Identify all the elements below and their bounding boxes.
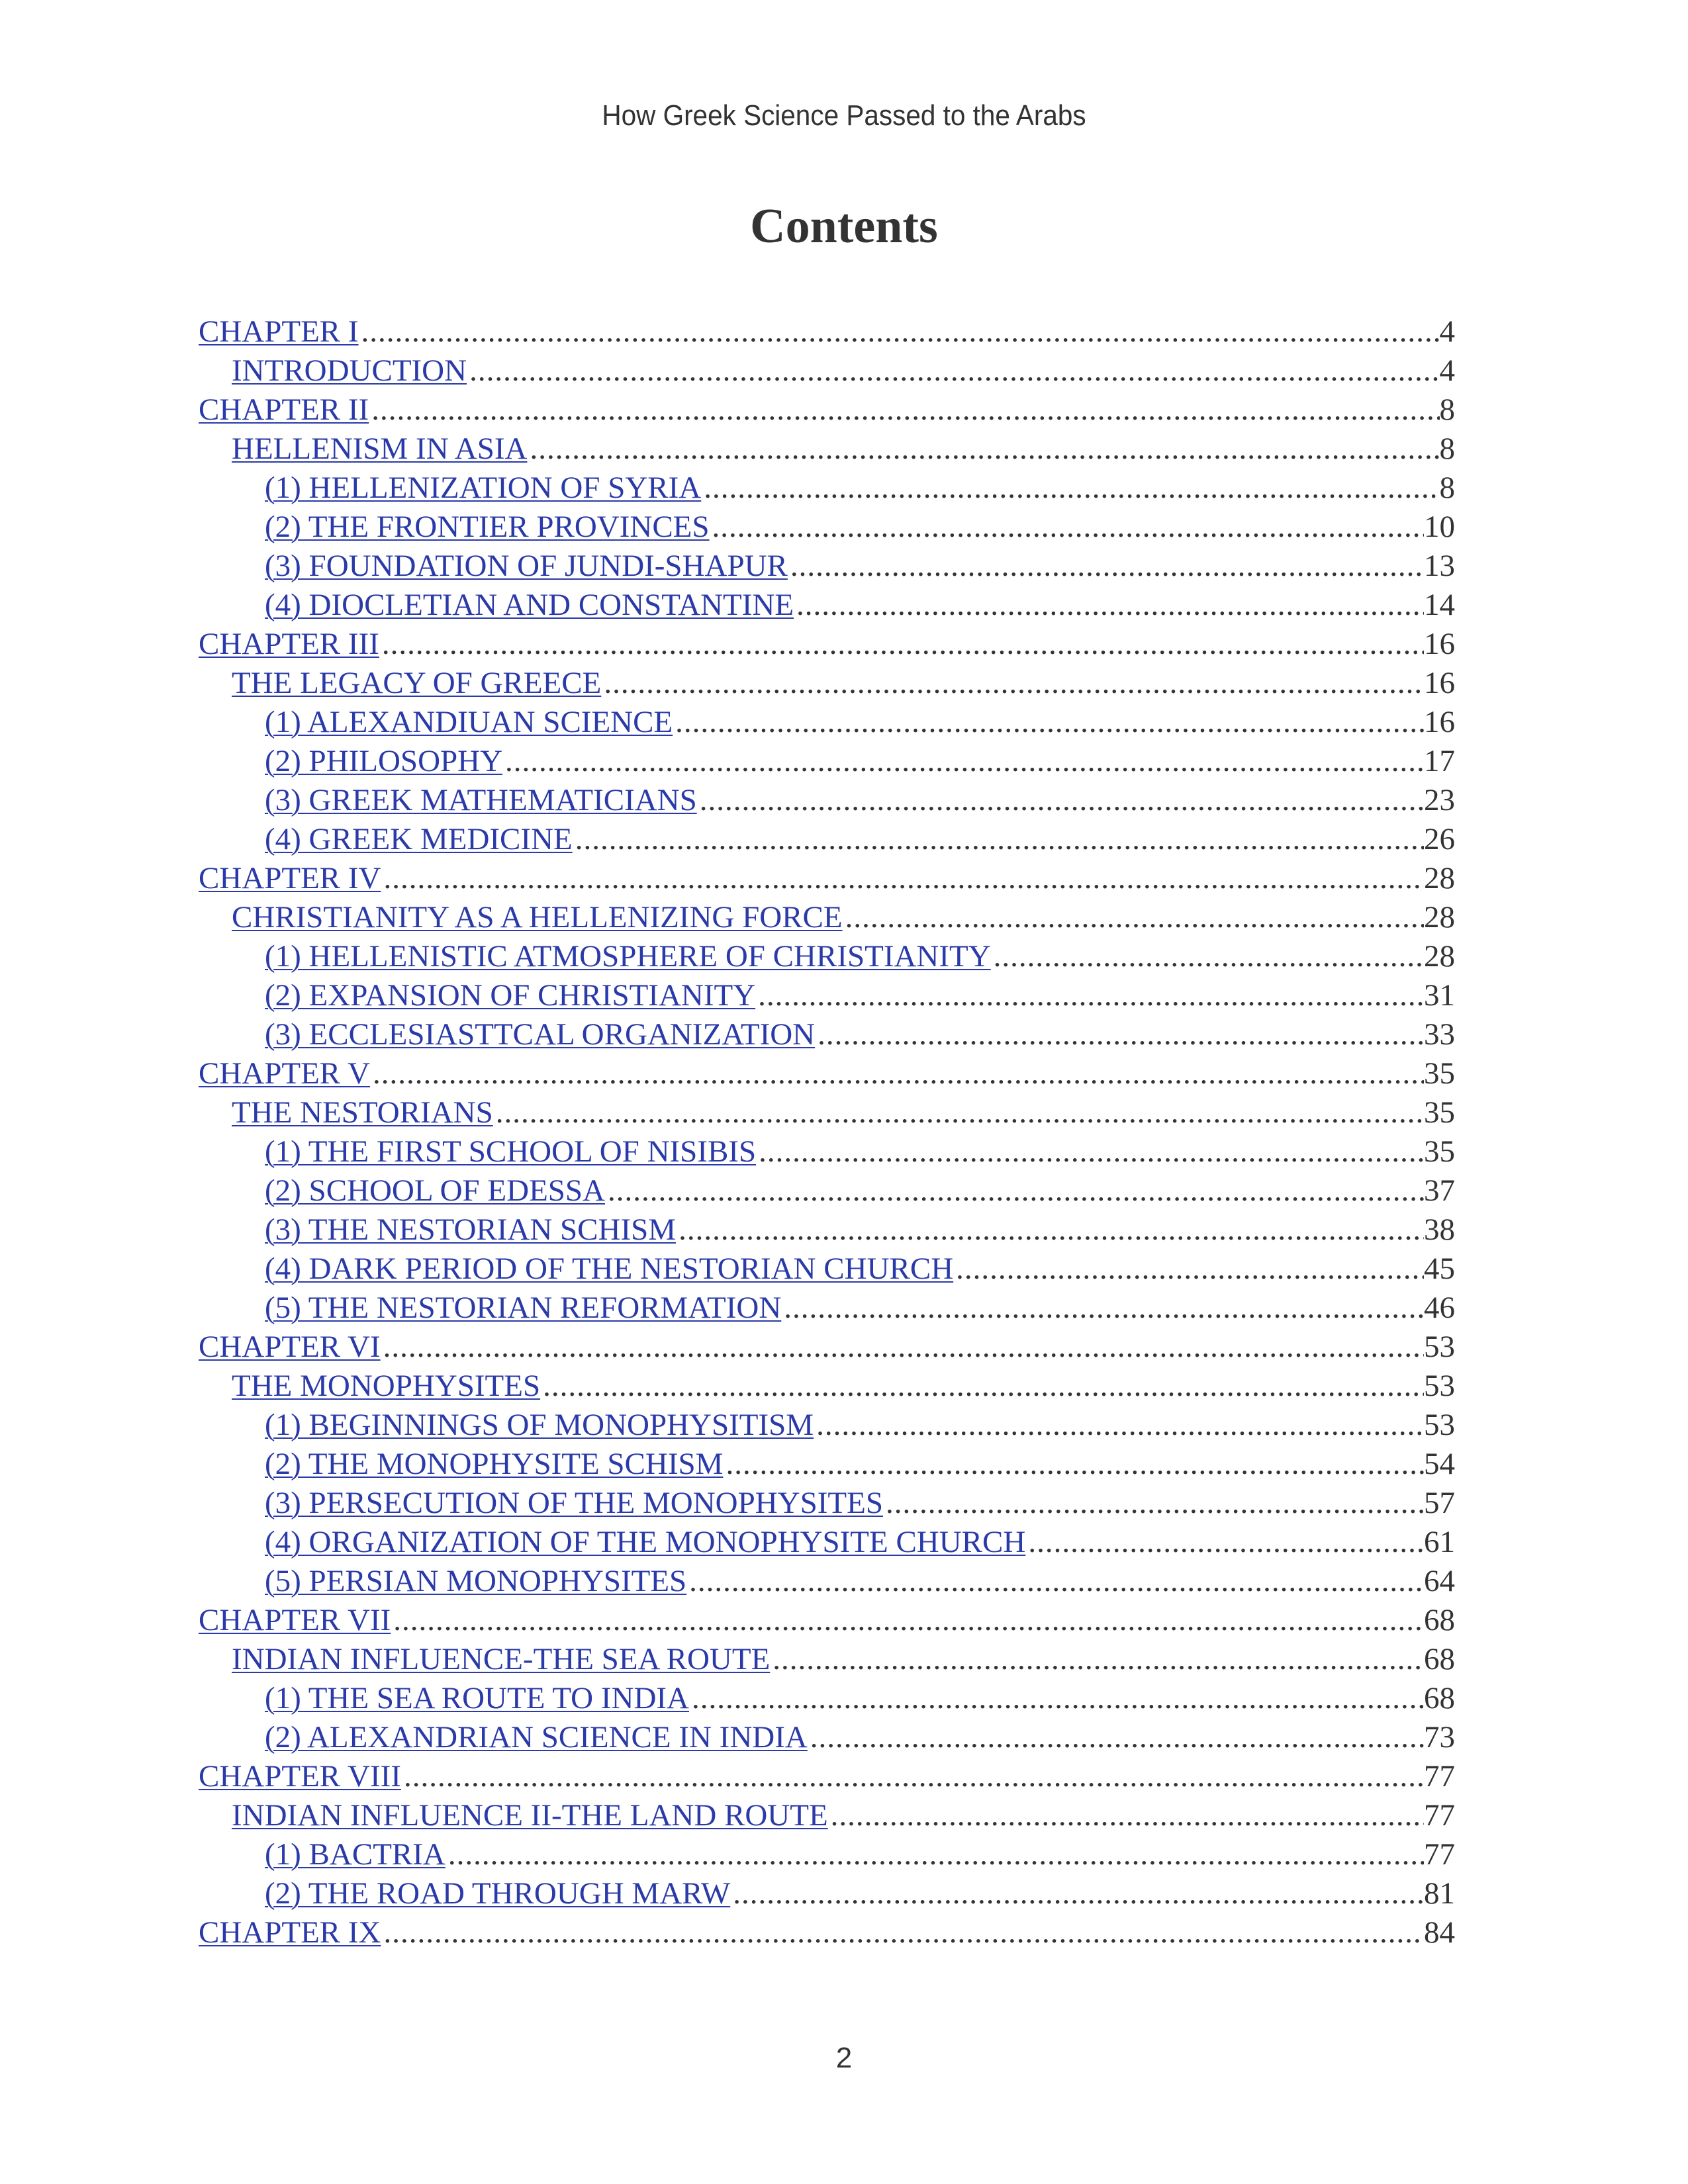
toc-page-number: 77 <box>1424 1837 1455 1872</box>
toc-page-number: 8 <box>1439 392 1455 427</box>
toc-subsection-link[interactable]: (2) THE MONOPHYSITE SCHISM <box>265 1447 724 1481</box>
toc-page-number: 53 <box>1424 1408 1455 1442</box>
toc-page-number: 8 <box>1439 471 1455 505</box>
page-number: 2 <box>835 2042 853 2074</box>
toc-dot-leader <box>493 1093 1424 1132</box>
toc-entry[interactable] <box>199 1601 1455 1640</box>
toc-page-number: 10 <box>1424 510 1455 544</box>
toc-subsection-link[interactable]: (3) GREEK MATHEMATICIANS <box>265 783 697 817</box>
toc-dot-leader <box>381 1913 1424 1952</box>
toc-entry[interactable] <box>199 781 1455 820</box>
toc-entry[interactable] <box>199 1679 1455 1718</box>
toc-entry[interactable] <box>199 937 1455 976</box>
toc-chapter-link[interactable]: CHAPTER VI <box>199 1330 381 1364</box>
toc-dot-leader <box>467 351 1439 390</box>
toc-dot-leader <box>814 1406 1424 1445</box>
toc-dot-leader <box>370 1054 1424 1093</box>
toc-entry[interactable] <box>199 1484 1455 1523</box>
toc-page-number: 53 <box>1424 1330 1455 1364</box>
toc-dot-leader <box>991 937 1424 976</box>
toc-page-number: 37 <box>1424 1173 1455 1208</box>
toc-subsection-link[interactable]: (2) THE FRONTIER PROVINCES <box>265 510 710 544</box>
toc-section-link[interactable]: INDIAN INFLUENCE II-THE LAND ROUTE <box>232 1798 828 1833</box>
toc-subsection-link[interactable]: (4) DIOCLETIAN AND CONSTANTINE <box>265 588 794 622</box>
toc-entry[interactable] <box>199 1562 1455 1601</box>
toc-section-link[interactable]: INDIAN INFLUENCE-THE SEA ROUTE <box>232 1642 771 1676</box>
toc-entry[interactable] <box>199 859 1455 898</box>
toc-chapter-link[interactable]: CHAPTER VII <box>199 1603 391 1637</box>
toc-entry[interactable] <box>199 469 1455 508</box>
toc-dot-leader <box>686 1562 1424 1601</box>
toc-page-number: 54 <box>1424 1447 1455 1481</box>
toc-page-number: 35 <box>1424 1134 1455 1169</box>
toc-entry[interactable] <box>199 1367 1455 1406</box>
toc-entry[interactable] <box>199 1913 1455 1952</box>
toc-subsection-link[interactable]: (2) PHILOSOPHY <box>265 744 503 778</box>
toc-chapter-link[interactable]: CHAPTER IX <box>199 1915 381 1950</box>
toc-page-number: 68 <box>1424 1603 1455 1637</box>
toc-subsection-link[interactable]: (4) ORGANIZATION OF THE MONOPHYSITE CHURCH <box>265 1525 1026 1559</box>
toc-dot-leader <box>843 898 1424 937</box>
toc-dot-leader <box>701 469 1439 508</box>
toc-entry[interactable] <box>199 1406 1455 1445</box>
toc-section-link[interactable]: CHRISTIANITY AS A HELLENIZING FORCE <box>232 900 843 934</box>
toc-page-number: 14 <box>1424 588 1455 622</box>
toc-entry[interactable] <box>199 1210 1455 1250</box>
running-header: How Greek Science Passed to the Arabs <box>602 99 1086 132</box>
toc-dot-leader <box>369 390 1439 430</box>
toc-subsection-link[interactable]: (1) HELLENIZATION OF SYRIA <box>265 471 702 505</box>
toc-dot-leader <box>381 859 1424 898</box>
toc-entry[interactable] <box>199 1289 1455 1328</box>
toc-page-number: 35 <box>1424 1095 1455 1130</box>
toc-dot-leader <box>401 1757 1424 1796</box>
toc-subsection-link[interactable]: (3) ECCLESIASTTCAL ORGANIZATION <box>265 1017 816 1052</box>
toc-page-number: 68 <box>1424 1642 1455 1676</box>
toc-entry[interactable] <box>199 1015 1455 1054</box>
toc-dot-leader <box>697 781 1424 820</box>
toc-dot-leader <box>540 1367 1424 1406</box>
toc-subsection-link[interactable]: (2) EXPANSION OF CHRISTIANITY <box>265 978 756 1013</box>
toc-subsection-link[interactable]: (1) BEGINNINGS OF MONOPHYSITISM <box>265 1408 814 1442</box>
toc-entry[interactable] <box>199 547 1455 586</box>
toc-entry[interactable] <box>199 1093 1455 1132</box>
toc-chapter-link[interactable]: CHAPTER IV <box>199 861 381 895</box>
toc-chapter-link[interactable]: CHAPTER II <box>199 392 369 427</box>
toc-section-link[interactable]: THE MONOPHYSITES <box>232 1369 541 1403</box>
toc-dot-leader <box>676 1210 1424 1250</box>
toc-page-number: 26 <box>1424 822 1455 856</box>
toc-page-number: 84 <box>1424 1915 1455 1950</box>
toc-page-number: 68 <box>1424 1681 1455 1715</box>
toc-section-link[interactable]: THE LEGACY OF GREECE <box>232 666 602 700</box>
toc-subsection-link[interactable]: (3) PERSECUTION OF THE MONOPHYSITES <box>265 1486 883 1520</box>
toc-dot-leader <box>445 1835 1424 1874</box>
toc-entry[interactable] <box>199 1835 1455 1874</box>
toc-page-number: 4 <box>1439 353 1455 388</box>
toc-subsection-link[interactable]: (1) HELLENISTIC ATMOSPHERE OF CHRISTIANITY <box>265 939 991 974</box>
toc-dot-leader <box>689 1679 1424 1718</box>
toc-entry[interactable] <box>199 430 1455 469</box>
toc-entry[interactable] <box>199 703 1455 742</box>
toc-chapter-link[interactable]: CHAPTER III <box>199 627 379 661</box>
toc-entry[interactable] <box>199 1757 1455 1796</box>
toc-page-number: 81 <box>1424 1876 1455 1911</box>
toc-page-number: 57 <box>1424 1486 1455 1520</box>
toc-dot-leader <box>756 1132 1424 1171</box>
toc-subsection-link[interactable]: (2) THE ROAD THROUGH MARW <box>265 1876 731 1911</box>
toc-page-number: 28 <box>1424 900 1455 934</box>
toc-dot-leader <box>359 312 1440 351</box>
toc-dot-leader <box>730 1874 1424 1913</box>
toc-entry[interactable] <box>199 351 1455 390</box>
toc-subsection-link[interactable]: (1) THE FIRST SCHOOL OF NISIBIS <box>265 1134 757 1169</box>
toc-dot-leader <box>781 1289 1424 1328</box>
toc-entry[interactable] <box>199 1054 1455 1093</box>
toc-entry[interactable] <box>199 1445 1455 1484</box>
toc-page-number: 17 <box>1424 744 1455 778</box>
toc-dot-leader <box>953 1250 1424 1289</box>
toc-section-link[interactable]: THE NESTORIANS <box>232 1095 493 1130</box>
toc-subsection-link[interactable]: (2) ALEXANDRIAN SCIENCE IN INDIA <box>265 1720 808 1754</box>
page-title: Contents <box>750 199 938 253</box>
toc-page-number: 16 <box>1424 705 1455 739</box>
toc-entry[interactable] <box>199 976 1455 1015</box>
toc-dot-leader <box>794 586 1424 625</box>
toc-subsection-link[interactable]: (3) FOUNDATION OF JUNDI-SHAPUR <box>265 549 788 583</box>
toc-entry[interactable] <box>199 664 1455 703</box>
toc-dot-leader <box>723 1445 1424 1484</box>
toc-page-number: 28 <box>1424 861 1455 895</box>
toc-page-number: 16 <box>1424 666 1455 700</box>
toc-page-number: 16 <box>1424 627 1455 661</box>
toc-entry[interactable] <box>199 742 1455 781</box>
toc-dot-leader <box>788 547 1424 586</box>
toc-entry[interactable] <box>199 390 1455 430</box>
toc-page-number: 77 <box>1424 1759 1455 1794</box>
toc-subsection-link[interactable]: (4) DARK PERIOD OF THE NESTORIAN CHURCH <box>265 1251 954 1286</box>
toc-dot-leader <box>1025 1523 1424 1562</box>
toc-dot-leader <box>527 430 1439 469</box>
toc-dot-leader <box>883 1484 1424 1523</box>
toc-dot-leader <box>573 820 1424 859</box>
toc-chapter-link[interactable]: CHAPTER V <box>199 1056 370 1091</box>
toc-entry[interactable] <box>199 1171 1455 1210</box>
toc-page-number: 53 <box>1424 1369 1455 1403</box>
toc-dot-leader <box>381 1328 1424 1367</box>
toc-page-number: 8 <box>1439 432 1455 466</box>
toc-page-number: 4 <box>1439 314 1455 349</box>
toc-page-number: 64 <box>1424 1564 1455 1598</box>
toc-page-number: 73 <box>1424 1720 1455 1754</box>
toc-dot-leader <box>502 742 1424 781</box>
toc-page-number: 46 <box>1424 1291 1455 1325</box>
toc-page-number: 23 <box>1424 783 1455 817</box>
toc-dot-leader <box>673 703 1424 742</box>
toc-subsection-link[interactable]: (5) PERSIAN MONOPHYSITES <box>265 1564 687 1598</box>
toc-page-number: 13 <box>1424 549 1455 583</box>
toc-page-number: 28 <box>1424 939 1455 974</box>
toc-dot-leader <box>605 1171 1424 1210</box>
table-of-contents <box>199 312 1455 1952</box>
toc-page-number: 33 <box>1424 1017 1455 1052</box>
toc-subsection-link[interactable]: (5) THE NESTORIAN REFORMATION <box>265 1291 782 1325</box>
toc-subsection-link[interactable]: (1) BACTRIA <box>265 1837 445 1872</box>
toc-section-link[interactable]: INTRODUCTION <box>232 353 467 388</box>
toc-entry[interactable] <box>199 1132 1455 1171</box>
toc-subsection-link[interactable]: (1) ALEXANDIUAN SCIENCE <box>265 705 673 739</box>
toc-dot-leader <box>601 664 1424 703</box>
toc-entry[interactable] <box>199 1328 1455 1367</box>
toc-page-number: 38 <box>1424 1212 1455 1247</box>
toc-entry[interactable] <box>199 1796 1455 1835</box>
toc-chapter-link[interactable]: CHAPTER VIII <box>199 1759 401 1794</box>
toc-entry[interactable] <box>199 625 1455 664</box>
toc-entry[interactable] <box>199 820 1455 859</box>
toc-page-number: 61 <box>1424 1525 1455 1559</box>
toc-subsection-link[interactable]: (4) GREEK MEDICINE <box>265 822 573 856</box>
toc-dot-leader <box>391 1601 1424 1640</box>
toc-subsection-link[interactable]: (3) THE NESTORIAN SCHISM <box>265 1212 677 1247</box>
toc-subsection-link[interactable]: (1) THE SEA ROUTE TO INDIA <box>265 1681 689 1715</box>
toc-entry[interactable] <box>199 312 1455 351</box>
toc-entry[interactable] <box>199 1250 1455 1289</box>
toc-entry[interactable] <box>199 1718 1455 1757</box>
toc-page-number: 35 <box>1424 1056 1455 1091</box>
toc-entry[interactable] <box>199 1874 1455 1913</box>
toc-dot-leader <box>828 1796 1424 1835</box>
toc-dot-leader <box>755 976 1424 1015</box>
toc-entry[interactable] <box>199 1640 1455 1679</box>
toc-entry[interactable] <box>199 508 1455 547</box>
toc-dot-leader <box>379 625 1424 664</box>
toc-dot-leader <box>815 1015 1424 1054</box>
toc-entry[interactable] <box>199 586 1455 625</box>
toc-section-link[interactable]: HELLENISM IN ASIA <box>232 432 528 466</box>
toc-entry[interactable] <box>199 1523 1455 1562</box>
toc-subsection-link[interactable]: (2) SCHOOL OF EDESSA <box>265 1173 605 1208</box>
toc-dot-leader <box>710 508 1424 547</box>
toc-dot-leader <box>770 1640 1424 1679</box>
toc-page-number: 77 <box>1424 1798 1455 1833</box>
toc-page-number: 31 <box>1424 978 1455 1013</box>
toc-entry[interactable] <box>199 898 1455 937</box>
toc-chapter-link[interactable]: CHAPTER I <box>199 314 359 349</box>
toc-dot-leader <box>808 1718 1424 1757</box>
toc-page-number: 45 <box>1424 1251 1455 1286</box>
